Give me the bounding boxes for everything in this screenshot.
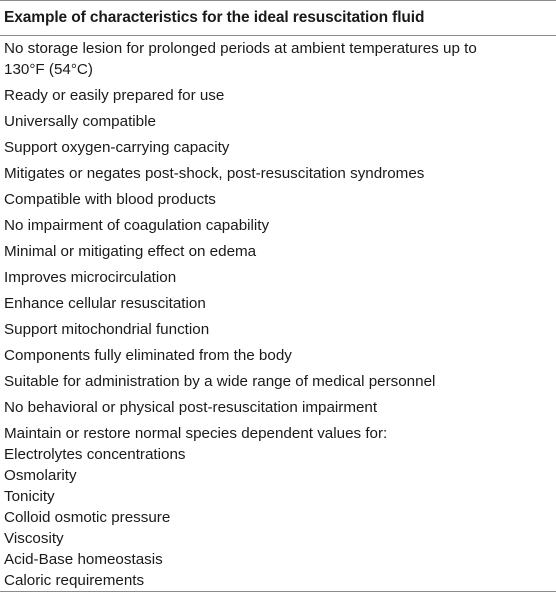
table-row: Universally compatible [4,113,156,130]
table-row: No behavioral or physical post-resuscitation impairment [4,399,378,416]
species-value-item: Colloid osmotic pressure [4,509,171,526]
table-row-species-values [0,421,556,591]
table-row: No impairment of coagulation capability [4,217,270,234]
species-value-item: Tonicity [4,488,55,505]
species-value-item: Electrolytes concentrations [4,446,186,463]
table-row: Components fully eliminated from the body [4,347,292,364]
row-text-line-1: No storage lesion for prolonged periods at ambient temperatures up to [4,40,477,57]
table-row: Improves microcirculation [4,269,177,286]
table-row: Support mitochondrial function [4,321,210,338]
row-text-line-2: 130°F (54°C) [4,61,93,78]
table-header: Example of characteristics for the ideal resuscitation fluid [4,9,425,26]
table-row: Ready or easily prepared for use [4,87,225,104]
table-row [0,36,556,83]
table-row: Mitigates or negates post-shock, post-resuscitation syndromes [4,165,425,182]
species-value-item: Acid-Base homeostasis [4,551,163,568]
table-row: Compatible with blood products [4,191,216,208]
species-values-intro: Maintain or restore normal species dependent values for: [4,425,388,442]
species-value-item: Caloric requirements [4,572,145,589]
table-row: Support oxygen-carrying capacity [4,139,230,156]
species-value-item: Viscosity [4,530,64,547]
species-value-item: Osmolarity [4,467,77,484]
table-row: Minimal or mitigating effect on edema [4,243,257,260]
bottom-rule [0,591,556,592]
table-row: Enhance cellular resuscitation [4,295,206,312]
table-row: Suitable for administration by a wide range of medical personnel [4,373,436,390]
